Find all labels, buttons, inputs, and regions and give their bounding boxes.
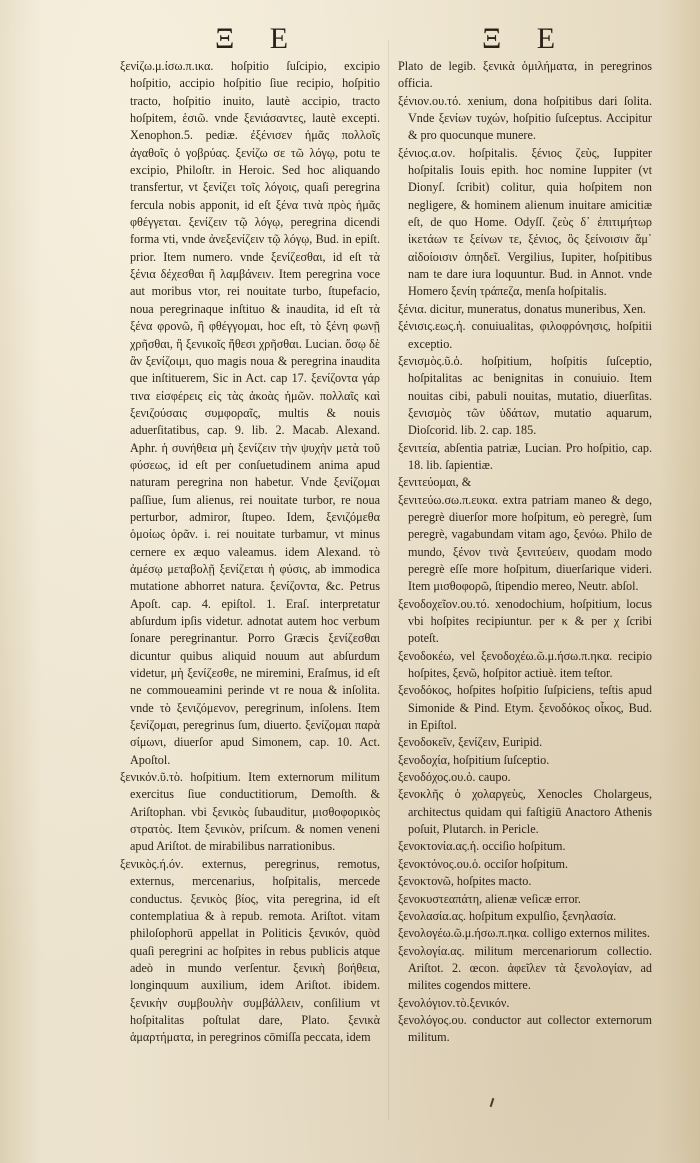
dictionary-entry: ξενολογέω.ῶ.μ.ήσω.π.ηκα. colligo externos milites. [398,926,650,941]
dictionary-entry: ξενοκυστεαπάτη, alienæ veſicæ error. [398,891,581,906]
column-gutter [388,40,389,1120]
dictionary-entry: ξενοκτονία.ας.ἡ. occiſio hoſpitum. [398,839,566,854]
dictionary-entry: ξένια. dicitur, muneratus, donatus muneribus, Xen. [398,301,646,316]
dictionary-entry: ξενολόγιον.τὸ.ξενικόν. [398,995,510,1010]
dictionary-entry: ξενοδοκέω, vel ξενοδοχέω.ῶ.μ.ήσω.π.ηκα. recipio hoſpites, ξενῶ, hoſpitor actiuè. item teſtor. [398,648,652,681]
dictionary-entry: ξένιον.ου.τό. xenium, dona hoſpitibus dari ſolita. Vnde ξενίων τυχών, hoſpitio ſuſceptus. Accipitur & pro quocunque munere. [398,93,652,143]
dictionary-entry: ξενισμὸς.ῦ.ὁ. hoſpitium, hoſpitis ſuſceptio, hoſpitalitas ac benignitas in conuiuio. Item nouitas cibi, pabuli nouitas, mutatio, diuerſitas. ξενισμὸς τῶν ὑδάτων, mutatio aquarum, Dioſcorid. lib. 2. cap. 185. [398,353,652,438]
dictionary-entry: ξενοδόχος.ου.ὁ. caupo. [398,770,511,785]
dictionary-entry: ξένιος.α.ον. hoſpitalis. ξένιος ζεὺς, Iuppiter hoſpitalis Iouis epith. hoc nomine Iuppiter (vt Dionyſ. ſcribit) colitur, quia hoſpitem non negligere, & hominem alienum inuitare amicitiæ eſt, de quo Home. Odyſſ. ζεὺς δ᾽ ἐπιτιμήτωρ ἱκετάων τε ξείνων τε, ξένιος, ὃς ξείνοισιν ἅμ᾽ αἰδοίοισιν ὀπηδεῖ. Vergilius, Iupiter, hoſpitibus nam te dare iura loquuntur. Bud. in Annot. vnde Homero ξενίη τράπεζα, menſa hoſpitalis. [398,145,652,299]
dictionary-entry: ξενολασία.ας. hoſpitum expulſio, ξενηλασία. [398,908,617,923]
dictionary-entry: Plato de legib. ξενικὰ ὁμιλήματα, in peregrinos officia. [398,59,652,91]
dictionary-entry: ξενικόν.ῦ.τὸ. hoſpitium. Item externorum militum exercitus ſiue conductitiorum, Demoſth. & Ariſtophan. vbi ξενικὸς ſubauditur, μισθοφορικὸς στρατὸς. Item ξενικὸν, priſcum. & nomen veneni apud Ariſtot. de mirabilibus narrationibus. [120,770,380,854]
dictionary-entry: ξενίζω.μ.ίσω.π.ικα. hoſpitio ſuſcipio, excipio hoſpitio, accipio hoſpitio ſiue recipio, hoſpitio tracto, hoſpitio inuito, lautè accipio, tracto hoſpitem, ἑσιῶ. vnde ξενιάσαντες, lautè excepti. Xenophon.5. pediæ. ἐξένισεν ἡμᾶς πολλοῖς ἀγαθοῖς ὁ γοβρύας. ξενίζω σε τῶ λόγῳ, potu te excipio, Philoſtr. in Heroic. Sed hoc aliquando transfertur, vt ξενίζει τοῖς λόγοις, quaſi peregrina fercula nobis apponit, id eſt ξένα τινὰ πρὸς ἡμᾶς φθέγγεται. ξενίζειν τῷ λόγῳ, peregrina dicendi forma vti, vnde ἀνεξενίζειν τῷ λόγῳ, Bud. in epiſt. prior. Item numero. vnde ξενίζεσθαι, id eſt τὰ ξένια δέχεσθαι ἢ λαμβάνειν. Item peregrina voce aut moribus vtor, rei nouitate turbo, ſtupefacio, noua peregrinaque inſtituo & inaudita, id eſt τὰ ξένα φρονῶ, ἢ φθέγγομαι, hoc eſt, τὸ ξένη φωνῇ χρῆσθαι, ἢ ξενικοῖς ἤθεσι χρῆσθαι. Lucian. ὅσῳ δὲ ἂν ξενίζοιμι, quo magis noua & peregrina inaudita que inſtituerem, Sic in Act. cap 17. ξενίζοντα γάρ τινα εἰσφέρεις εἰς τὰς ἀκοὰς ἡμῶν. πολλαῖς καὶ ξενιζούσαις συμφοραῖς, multis & nouis aduerſitatibus, cap. 9. lib. 2. Macab. Alexand. Aphr. ἡ συνήθεια μὴ ξενίζειν τὴν ψυχὴν μετὰ τοῦ φύσεως, id eſt per conſuetudinem anima apud naturam peregrina non habetur. Vnde ξενίζομαι paſſiue, ſum alienus, rei nouitate turbor, re noua perturbor, admiror, ſtupeo. Idem, ξενιζόμεθα ὁμοίως ὁρᾶν. i. rei nouitate turbamur, vt minus cernere ex æquo valeamus. idem Alexand. τὸ ἀμέσῳ μεταβολῇ ξενίζεται ἡ φύσις, ab immodica mutatione abhorret natura. ξενίζοντα, &c. Petrus Apoſt. cap. 4. epiſtol. 1. Eraſ. interpretatur abſurdum ipſis videtur. adnotat autem hoc verbum ſonare peregrinantur. Porro Græcis ξενίζεσθαι dicuntur quibus aliquid nouum aut abſurdum videtur, μὴ ξενίζεσθε, ne miremini, Eraſmus, id eſt ne commoueamini perinde vt re noua & inſolita. vnde τὸ ξενιζόμενον, peregrinum, inſolens. Item ξενίζομαι, peregrinus ſum, diuerto. ξενίζομαι παρὰ σίμωνι, diuerſor apud Simonem, cap. 10. Act. Apoſtol. [120,59,380,767]
left-column [120,58,380,1047]
dictionary-entry: ξενοκλῆς ὁ χολαργεὺς, Xenocles Cholargeus, architectus quidam qui faſtigiū Anactoro Athenis poſuit, Plutarch. in Pericle. [398,787,652,837]
dictionary-entry: ξενοδοκεῖν, ξενίζειν, Euripid. [398,735,543,750]
dictionary-entry: ξένισις.εως.ἡ. conuiualitas, φιλοφρόνησις, hoſpitii exceptio. [398,319,652,351]
ink-mark [490,1098,495,1107]
dictionary-entry: ξενοδοχία, hoſpitium ſuſceptio. [398,752,550,767]
dictionary-entry: ξενοκτόνος.ου.ὁ. occiſor hoſpitum. [398,856,569,871]
left-running-head: Ξ Ε [215,22,303,55]
dictionary-entry: ξενιτεύομαι, & [398,475,472,490]
right-running-head: Ξ Ε [482,22,570,55]
dictionary-entry: ξενιτεύω.σω.π.ευκα. extra patriam maneo & dego, peregrè diuerſor more hoſpitum, eò peregrè, ſum peregrè, vagabundam vitam ago, ξενόω. Philo de mundo, ξένον τινὰ ξενιτεύειν, quodam modo peregrè eſſe more hoſpitum, diuerſarique videri. Item μισθοφορῶ, ſtipendio mereo, Neutr. abſol. [398,492,652,594]
dictionary-entry: ξενολόγος.ου. conductor aut collector externorum militum. [398,1012,652,1045]
dictionary-entry: ξενοκτονῶ, hoſpites macto. [398,874,532,889]
dictionary-entry: ξενοδόκος, hoſpites hoſpitio ſuſpiciens, teſtis apud Simonide & Pind. Etym. ξενοδόκος οἶκος, Bud. in Epiſtol. [398,683,652,733]
dictionary-entry: ξενιτεία, abſentia patriæ, Lucian. Pro hoſpitio, cap. 18. lib. ſapientiæ. [398,440,652,472]
dictionary-entry: ξενολογία.ας. militum mercenariorum collectio. Ariſtot. 2. œcon. ἀφεῖλεν τὰ ξενολογίαν, ad milites cogendos mittere. [398,943,652,993]
right-column [398,58,652,1047]
dictionary-entry: ξενικὸς.ή.όν. externus, peregrinus, remotus, externus, mercenarius, hoſpitalis, mercede conductus. ξενικὸς βίος, vita peregrina, id eſt contemplatiua & à repub. remota. Ariſtot. vitam philoſophorū appellat in Politicis ξενικόν, quòd quaſi peregrini ac hoſpites in rebus publicis atque adeò in mundo verſentur. ξενικὴ βοήθεια, longinquum auxilium, idem Ariſtot. ibidem. ξενικὴν συμβουλὴν συμβάλλειν, conſilium vt hoſpitalitas poſtulat dare, Plato. ξενικὰ ἁμαρτήματα, in peregrinos cōmiſſa peccata, idem [120,856,380,1045]
dictionary-entry: ξενοδοχεῖον.ου.τό. xenodochium, hoſpitium, locus vbi hoſpites recipiuntur. per κ & per χ ſcribi poteſt. [398,596,652,646]
